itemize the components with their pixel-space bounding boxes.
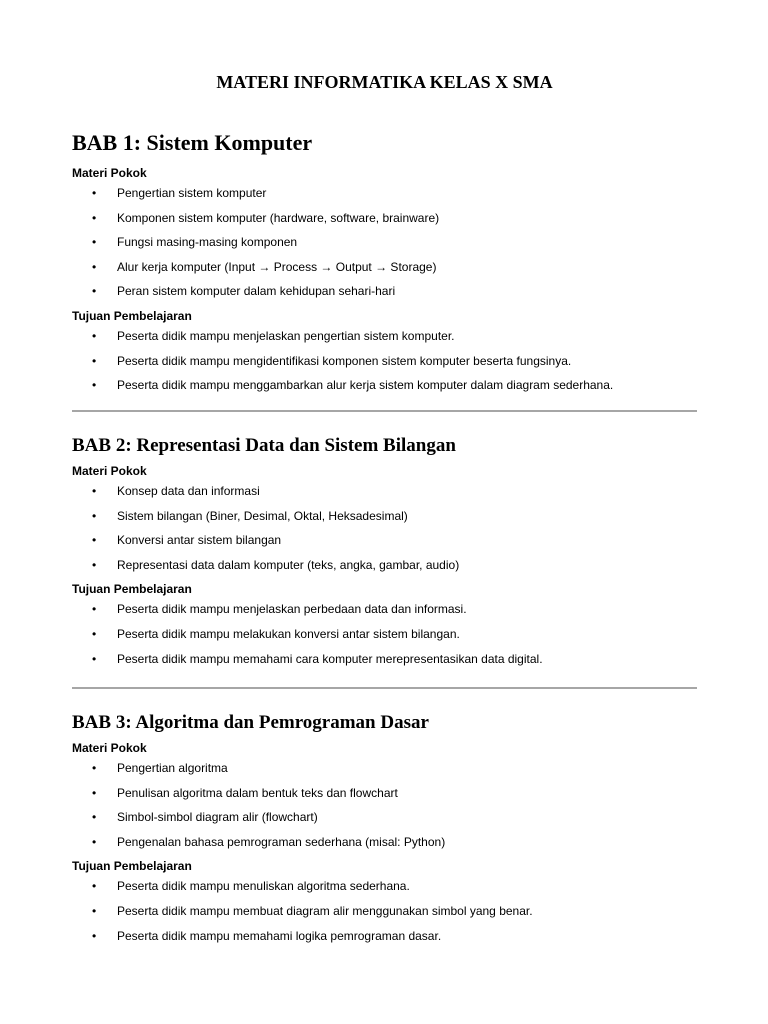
bullet-icon: • [92, 378, 97, 393]
bullet-icon: • [92, 834, 97, 849]
tujuan-pembelajaran-list [72, 329, 697, 392]
document-title: MATERI INFORMATIKA KELAS X SMA [216, 72, 553, 92]
bullet-icon: • [92, 810, 97, 825]
bullet-icon: • [92, 651, 97, 666]
list-item [72, 627, 697, 641]
bullet-icon: • [92, 186, 97, 200]
chapter-title: BAB 2: Representasi Data dan Sistem Bilangan [72, 435, 456, 456]
list-item [72, 652, 697, 666]
list-item-text: Peserta didik mampu menjelaskan perbedaan data dan informasi. [117, 602, 467, 617]
bullet-icon: • [92, 557, 97, 572]
list-item [72, 329, 697, 343]
list-item-text: Alur kerja komputer (Input → Process → Output → Storage) [117, 259, 437, 274]
bullet-icon: • [92, 328, 97, 343]
list-item [72, 929, 697, 943]
list-item-text: Konsep data dan informasi [117, 484, 260, 498]
list-item-text: Pengenalan bahasa pemrograman sederhana (misal: Python) [117, 834, 446, 849]
bullet-icon: • [92, 602, 97, 617]
list-item [72, 186, 697, 200]
bullet-icon: • [92, 235, 97, 250]
bullet-icon: • [92, 785, 97, 800]
list-item-text: Fungsi masing-masing komponen [117, 235, 298, 250]
list-item [72, 761, 697, 775]
section-divider [72, 687, 697, 689]
chapter-3 [72, 710, 697, 953]
list-item [72, 786, 697, 800]
list-item-text: Peserta didik mampu mengidentifikasi komponen sistem komputer beserta fungsinya. [117, 353, 572, 368]
list-item-text: Pengertian algoritma [117, 761, 228, 775]
list-item [72, 484, 697, 498]
materi-pokok-heading: Materi Pokok [72, 166, 147, 180]
materi-pokok-list [72, 761, 697, 849]
list-item [72, 558, 697, 572]
bullet-icon: • [92, 210, 97, 225]
chapter-2 [72, 433, 697, 676]
list-item [72, 533, 697, 547]
list-item [72, 509, 697, 523]
list-item [72, 354, 697, 368]
bullet-icon: • [92, 533, 97, 548]
tujuan-pembelajaran-list [72, 602, 697, 665]
bullet-icon: • [92, 928, 97, 943]
bullet-icon: • [92, 284, 97, 299]
list-item-text: Peserta didik mampu memahami logika pemrograman dasar. [117, 928, 442, 943]
list-item-text: Peserta didik mampu menggambarkan alur kerja sistem komputer dalam diagram sederhana. [117, 378, 614, 393]
list-item-text: Representasi data dalam komputer (teks, angka, gambar, audio) [117, 557, 460, 572]
bullet-icon: • [92, 903, 97, 918]
list-item [72, 835, 697, 849]
list-item-text: Peran sistem komputer dalam kehidupan sehari-hari [117, 284, 396, 299]
section-divider [72, 410, 697, 412]
bullet-icon: • [92, 259, 97, 274]
list-item-text: Peserta didik mampu menuliskan algoritma sederhana. [117, 879, 410, 894]
list-item [72, 284, 697, 298]
list-item [72, 260, 697, 274]
bullet-icon: • [92, 761, 97, 775]
list-item-text: Simbol-simbol diagram alir (flowchart) [117, 810, 318, 825]
list-item-text: Sistem bilangan (Biner, Desimal, Oktal, Heksadesimal) [117, 508, 408, 523]
chapter-title: BAB 3: Algoritma dan Pemrograman Dasar [72, 712, 429, 733]
tujuan-pembelajaran-list [72, 879, 697, 942]
list-item-text: Peserta didik mampu membuat diagram alir menggunakan simbol yang benar. [117, 903, 533, 918]
list-item [72, 904, 697, 918]
materi-pokok-list [72, 484, 697, 572]
bullet-icon: • [92, 879, 97, 894]
tujuan-pembelajaran-heading: Tujuan Pembelajaran [72, 308, 192, 323]
tujuan-pembelajaran-heading: Tujuan Pembelajaran [72, 582, 192, 597]
list-item [72, 602, 697, 616]
list-item-text: Peserta didik mampu melakukan konversi antar sistem bilangan. [117, 626, 460, 641]
list-item [72, 211, 697, 225]
list-item-text: Pengertian sistem komputer [117, 186, 267, 200]
list-item-text: Peserta didik mampu menjelaskan pengertian sistem komputer. [117, 328, 455, 343]
materi-pokok-heading: Materi Pokok [72, 741, 147, 755]
list-item-text: Penulisan algoritma dalam bentuk teks dan flowchart [117, 785, 398, 800]
tujuan-pembelajaran-heading: Tujuan Pembelajaran [72, 859, 192, 874]
list-item [72, 378, 697, 392]
list-item [72, 810, 697, 824]
bullet-icon: • [92, 508, 97, 523]
bullet-icon: • [92, 353, 97, 368]
list-item [72, 235, 697, 249]
materi-pokok-list [72, 186, 697, 298]
bullet-icon: • [92, 626, 97, 641]
list-item [72, 879, 697, 893]
list-item-text: Konversi antar sistem bilangan [117, 533, 282, 548]
bullet-icon: • [92, 484, 97, 498]
list-item-text: Komponen sistem komputer (hardware, software, brainware) [117, 210, 440, 225]
chapter-title: BAB 1: Sistem Komputer [72, 130, 313, 155]
list-item-text: Peserta didik mampu memahami cara komputer merepresentasikan data digital. [117, 651, 543, 666]
chapter-1 [72, 130, 697, 403]
materi-pokok-heading: Materi Pokok [72, 464, 147, 478]
